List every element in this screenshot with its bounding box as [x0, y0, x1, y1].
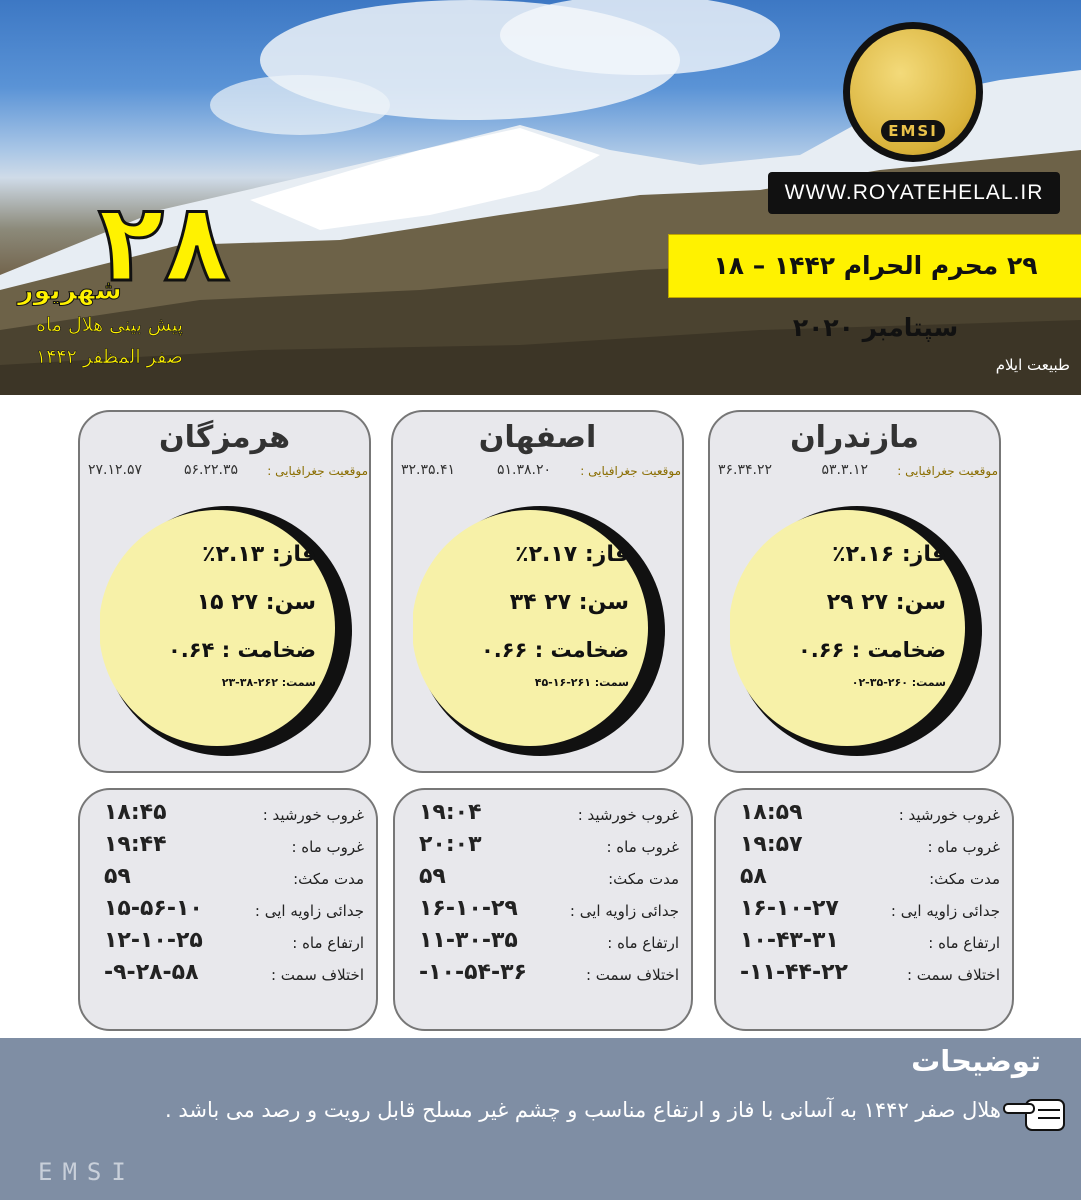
elongation-value: ۱۶-۱۰-۲۹	[419, 896, 518, 921]
elongation-label: جدائی زاویه ایی :	[254, 902, 364, 920]
azimuth-diff-row	[94, 960, 364, 992]
geo-label: موقعیت جغرافیایی :	[267, 464, 368, 478]
moon-phase: فاز: ۲.۱۶٪	[832, 542, 946, 567]
hijri-month: صفر المظفر ۱۴۴۲	[36, 346, 183, 368]
elongation-label: جدائی زاویه ایی :	[890, 902, 1000, 920]
longitude: ۵۶.۲۲.۳۵	[183, 462, 238, 478]
moon-crescent	[100, 504, 354, 758]
sunset-value: ۱۸:۴۵	[104, 800, 167, 825]
azimuth-diff-label: اختلاف سمت :	[270, 966, 364, 984]
altitude-row	[94, 928, 364, 960]
moon-phase: فاز: ۲.۱۳٪	[202, 542, 316, 567]
azimuth-diff-value: -۱۰-۵۴-۳۶	[419, 960, 527, 985]
city-card-isfahan	[391, 410, 684, 773]
moon-crescent	[730, 504, 984, 758]
moon-azimuth: سمت: ۲۶۲-۳۸-۲۳	[221, 676, 316, 689]
azimuth-diff-label: اختلاف سمت :	[906, 966, 1000, 984]
moon-thickness: ضخامت : ۰.۶۴	[167, 638, 316, 662]
header-banner	[0, 0, 1081, 395]
pointing-hand-icon	[1002, 1094, 1067, 1134]
geo-position	[401, 464, 681, 494]
emsi-logo	[843, 22, 983, 162]
azimuth-diff-label: اختلاف سمت :	[585, 966, 679, 984]
day-number: ۲۸	[98, 181, 230, 306]
lag-row	[730, 864, 1000, 896]
moonset-label: غروب ماه :	[291, 838, 364, 856]
month-label: شهریور	[18, 275, 122, 306]
lag-label: مدت مکث:	[608, 870, 679, 888]
moonset-row	[94, 832, 364, 864]
lag-label: مدت مکث:	[929, 870, 1000, 888]
altitude-value: ۱۱-۳۰-۳۵	[419, 928, 518, 953]
geo-position	[718, 464, 998, 494]
lag-row	[409, 864, 679, 896]
notes-title: توضیحات	[911, 1044, 1041, 1078]
latitude: ۲۷.۱۲.۵۷	[88, 462, 143, 478]
sunset-row	[409, 800, 679, 832]
altitude-row	[409, 928, 679, 960]
altitude-label: ارتفاع ماه :	[292, 934, 364, 952]
info-card-hormozgan	[78, 788, 378, 1031]
city-name: مازندران	[790, 420, 919, 455]
sunset-value: ۱۹:۰۴	[419, 800, 482, 825]
moonset-row	[730, 832, 1000, 864]
forecast-title: پیش بینی هلال ماه	[36, 314, 184, 336]
city-card-mazandaran	[708, 410, 1001, 773]
moon-crescent	[413, 504, 667, 758]
notes-panel	[0, 1038, 1081, 1200]
moon-thickness: ضخامت : ۰.۶۶	[480, 638, 629, 662]
azimuth-diff-value: -۱۱-۴۴-۲۲	[740, 960, 848, 985]
moonset-value: ۲۰:۰۳	[419, 832, 482, 857]
sunset-value: ۱۸:۵۹	[740, 800, 803, 825]
altitude-value: ۱۲-۱۰-۲۵	[104, 928, 203, 953]
sunset-label: غروب خورشید :	[898, 806, 1000, 824]
longitude: ۵۳.۳.۱۲	[821, 462, 868, 478]
date-banner: ۲۹ محرم الحرام ۱۴۴۲ – ۱۸ سپتامبر ۲۰۲۰	[668, 234, 1081, 298]
sunset-label: غروب خورشید :	[577, 806, 679, 824]
geo-label: موقعیت جغرافیایی :	[897, 464, 998, 478]
geo-label: موقعیت جغرافیایی :	[580, 464, 681, 478]
moon-azimuth: سمت: ۲۶۰-۳۵-۰۲	[851, 676, 946, 689]
moonset-value: ۱۹:۵۷	[740, 832, 803, 857]
azimuth-diff-row	[730, 960, 1000, 992]
lag-value: ۵۸	[740, 864, 767, 889]
latitude: ۳۶.۳۴.۲۲	[718, 462, 773, 478]
elongation-row	[409, 896, 679, 928]
lag-row	[94, 864, 364, 896]
moon-age: سن: ۲۷ ۱۵	[196, 590, 316, 615]
latitude: ۳۲.۳۵.۴۱	[401, 462, 456, 478]
altitude-label: ارتفاع ماه :	[607, 934, 679, 952]
moon-age: سن: ۲۷ ۲۹	[826, 590, 946, 615]
azimuth-diff-row	[409, 960, 679, 992]
logo-text: EMSI	[881, 120, 945, 142]
moon-phase: فاز: ۲.۱۷٪	[515, 542, 629, 567]
altitude-row	[730, 928, 1000, 960]
lag-value: ۵۹	[419, 864, 446, 889]
elongation-label: جدائی زاویه ایی :	[569, 902, 679, 920]
notes-text: هلال صفر ۱۴۴۲ به آسانی با فاز و ارتفاع مناسب و چشم غیر مسلح قابل رویت و رصد می باشد .	[165, 1098, 1001, 1122]
photo-caption: طبیعت ایلام	[995, 356, 1070, 374]
sunset-row	[94, 800, 364, 832]
website-url[interactable]: WWW.ROYATEHELAL.IR	[768, 172, 1060, 214]
city-name: هرمزگان	[158, 420, 290, 455]
moonset-row	[409, 832, 679, 864]
altitude-value: ۱۰-۴۳-۳۱	[740, 928, 839, 953]
moonset-label: غروب ماه :	[606, 838, 679, 856]
city-name: اصفهان	[478, 420, 597, 455]
info-card-mazandaran	[714, 788, 1014, 1031]
azimuth-diff-value: -۹-۲۸-۵۸	[104, 960, 199, 985]
moonset-label: غروب ماه :	[927, 838, 1000, 856]
footer-brand: EMSI	[38, 1158, 136, 1186]
moon-age: سن: ۲۷ ۳۴	[509, 590, 629, 615]
moonset-value: ۱۹:۴۴	[104, 832, 167, 857]
elongation-value: ۱۵-۵۶-۱۰	[104, 896, 203, 921]
elongation-row	[94, 896, 364, 928]
city-card-hormozgan	[78, 410, 371, 773]
geo-position	[88, 464, 368, 494]
lag-value: ۵۹	[104, 864, 131, 889]
sunset-label: غروب خورشید :	[262, 806, 364, 824]
sunset-row	[730, 800, 1000, 832]
longitude: ۵۱.۳۸.۲۰	[496, 462, 551, 478]
lag-label: مدت مکث:	[293, 870, 364, 888]
moon-thickness: ضخامت : ۰.۶۶	[797, 638, 946, 662]
altitude-label: ارتفاع ماه :	[928, 934, 1000, 952]
elongation-value: ۱۶-۱۰-۲۷	[740, 896, 839, 921]
elongation-row	[730, 896, 1000, 928]
moon-azimuth: سمت: ۲۶۱-۱۶-۴۵	[534, 676, 629, 689]
info-card-isfahan	[393, 788, 693, 1031]
